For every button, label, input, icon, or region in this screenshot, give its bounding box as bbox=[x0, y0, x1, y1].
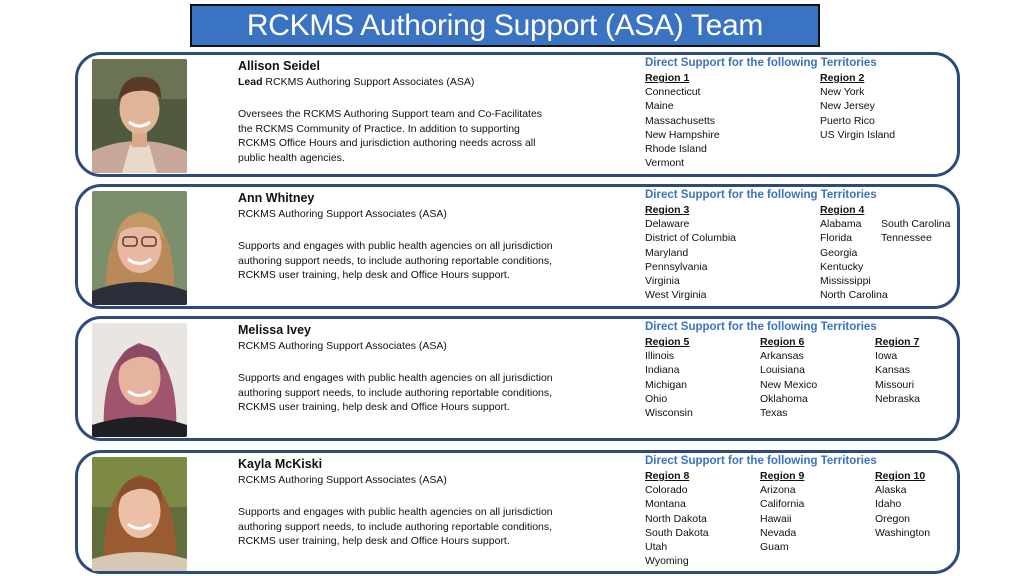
state-item: Connecticut bbox=[645, 86, 701, 99]
state-item: New York bbox=[820, 86, 865, 99]
region-5 bbox=[645, 335, 693, 420]
member-description: Supports and engages with public health agencies on all jurisdiction authoring support needs, to include authoring reportable conditions, RCKMS user training, help desk and Office Hours support. bbox=[238, 506, 553, 547]
page-title: RCKMS Authoring Support (ASA) Team bbox=[190, 4, 820, 47]
member-role: RCKMS Authoring Support Associates (ASA) bbox=[238, 474, 447, 486]
role-prefix: Lead bbox=[238, 76, 263, 88]
avatar-icon bbox=[92, 59, 187, 173]
state-item: Maine bbox=[645, 100, 674, 113]
state-item: New Jersey bbox=[820, 100, 875, 113]
state-item: South Dakota bbox=[645, 526, 709, 539]
member-name: Kayla McKiski bbox=[238, 457, 323, 471]
member-photo bbox=[92, 59, 187, 173]
member-name: Ann Whitney bbox=[238, 191, 315, 205]
state-item: District of Columbia bbox=[645, 232, 737, 245]
avatar-icon bbox=[92, 323, 187, 437]
state-item: West Virginia bbox=[645, 289, 707, 302]
state-item: Maryland bbox=[645, 246, 689, 259]
state-item: California bbox=[760, 498, 805, 511]
state-item: Virginia bbox=[645, 275, 680, 288]
state-item: Louisiana bbox=[760, 364, 805, 377]
state-item: Texas bbox=[760, 407, 788, 420]
region-2 bbox=[820, 71, 895, 142]
member-name: Melissa Ivey bbox=[238, 323, 311, 337]
state-item: Alabama bbox=[820, 218, 862, 231]
team-member-card bbox=[75, 450, 960, 574]
member-role: RCKMS Authoring Support Associates (ASA) bbox=[238, 208, 447, 220]
region-4 bbox=[820, 203, 888, 302]
team-member-card bbox=[75, 316, 960, 441]
state-item: South Carolina bbox=[881, 218, 951, 231]
region-10 bbox=[875, 469, 930, 540]
state-item: Rhode Island bbox=[645, 143, 707, 156]
state-item: Massachusetts bbox=[645, 114, 716, 127]
state-item: Nevada bbox=[760, 526, 797, 539]
territory-support bbox=[645, 189, 955, 303]
member-description: Supports and engages with public health agencies on all jurisdiction authoring support needs, to include authoring reportable conditions, RCKMS user training, help desk and Office Hours support. bbox=[238, 240, 553, 281]
team-member-card bbox=[75, 184, 960, 309]
state-item: Oregon bbox=[875, 512, 911, 525]
support-heading: Direct Support for the following Territories bbox=[645, 321, 877, 333]
member-description: Supports and engages with public health agencies on all jurisdiction authoring support needs, to include authoring reportable conditions, RCKMS user training, help desk and Office Hours support. bbox=[238, 372, 553, 413]
state-item: New Mexico bbox=[760, 378, 818, 391]
member-photo bbox=[92, 457, 187, 571]
state-item: US Virgin Island bbox=[820, 128, 896, 141]
region-name: Region 3 bbox=[645, 204, 690, 216]
support-heading: Direct Support for the following Territories bbox=[645, 57, 877, 69]
state-item: Washington bbox=[875, 526, 931, 539]
territory-support bbox=[645, 455, 955, 569]
support-heading: Direct Support for the following Territories bbox=[645, 189, 877, 201]
state-item: North Dakota bbox=[645, 512, 707, 525]
territory-support bbox=[645, 57, 955, 171]
region-name: Region 2 bbox=[820, 72, 865, 84]
region-name: Region 5 bbox=[645, 336, 690, 348]
state-item: Michigan bbox=[645, 378, 688, 391]
state-item: Idaho bbox=[875, 498, 902, 511]
team-member-card bbox=[75, 52, 960, 177]
state-item: Illinois bbox=[645, 350, 675, 363]
region-name: Region 7 bbox=[875, 336, 920, 348]
state-item: Kentucky bbox=[820, 260, 864, 273]
state-item: Oklahoma bbox=[760, 392, 808, 405]
state-item: Alaska bbox=[875, 484, 907, 497]
state-item: North Carolina bbox=[820, 289, 888, 302]
state-item: Montana bbox=[645, 498, 686, 511]
state-item: Pennsylvania bbox=[645, 260, 708, 273]
state-item: Florida bbox=[820, 232, 853, 245]
state-item: Kansas bbox=[875, 364, 911, 377]
territory-support bbox=[645, 321, 955, 435]
state-item: Wisconsin bbox=[645, 407, 693, 420]
member-name: Allison Seidel bbox=[238, 59, 320, 73]
state-item: Georgia bbox=[820, 246, 858, 259]
support-heading: Direct Support for the following Territories bbox=[645, 455, 877, 467]
member-photo bbox=[92, 191, 187, 305]
region-3 bbox=[645, 203, 736, 302]
region-name: Region 1 bbox=[645, 72, 690, 84]
state-item: Delaware bbox=[645, 218, 690, 231]
region-6 bbox=[760, 335, 817, 420]
state-item: Hawaii bbox=[760, 512, 792, 525]
member-description: Oversees the RCKMS Authoring Support team and Co-Facilitates the RCKMS Community of Practice. In addition to supporting RCKMS Office Hours and jurisdiction authoring needs across all public health agencies. bbox=[238, 108, 543, 164]
region-name: Region 4 bbox=[820, 204, 865, 216]
region-1 bbox=[645, 71, 720, 170]
state-item: Vermont bbox=[645, 157, 685, 170]
region-4-extra bbox=[881, 217, 950, 245]
state-item: Arizona bbox=[760, 484, 796, 497]
state-item: Puerto Rico bbox=[820, 114, 875, 127]
state-item: Ohio bbox=[645, 392, 668, 405]
state-item: Arkansas bbox=[760, 350, 804, 363]
region-9 bbox=[760, 469, 804, 554]
state-item: Wyoming bbox=[645, 555, 689, 568]
member-photo bbox=[92, 323, 187, 437]
state-item: Nebraska bbox=[875, 392, 920, 405]
state-item: Colorado bbox=[645, 484, 688, 497]
region-name: Region 9 bbox=[760, 470, 805, 482]
state-item: Tennessee bbox=[881, 232, 932, 245]
state-item: Guam bbox=[760, 541, 789, 554]
state-item: Indiana bbox=[645, 364, 680, 377]
region-name: Region 10 bbox=[875, 470, 926, 482]
region-7 bbox=[875, 335, 920, 406]
region-8 bbox=[645, 469, 709, 568]
region-name: Region 6 bbox=[760, 336, 805, 348]
member-role: RCKMS Authoring Support Associates (ASA) bbox=[238, 340, 447, 352]
avatar-icon bbox=[92, 457, 187, 571]
state-item: Mississippi bbox=[820, 275, 871, 288]
state-item: New Hampshire bbox=[645, 128, 720, 141]
role-text: RCKMS Authoring Support Associates (ASA) bbox=[262, 76, 475, 88]
avatar-icon bbox=[92, 191, 187, 305]
state-item: Utah bbox=[645, 541, 668, 554]
state-item: Missouri bbox=[875, 378, 915, 391]
state-item: Iowa bbox=[875, 350, 898, 363]
member-role bbox=[238, 76, 558, 88]
region-name: Region 8 bbox=[645, 470, 690, 482]
